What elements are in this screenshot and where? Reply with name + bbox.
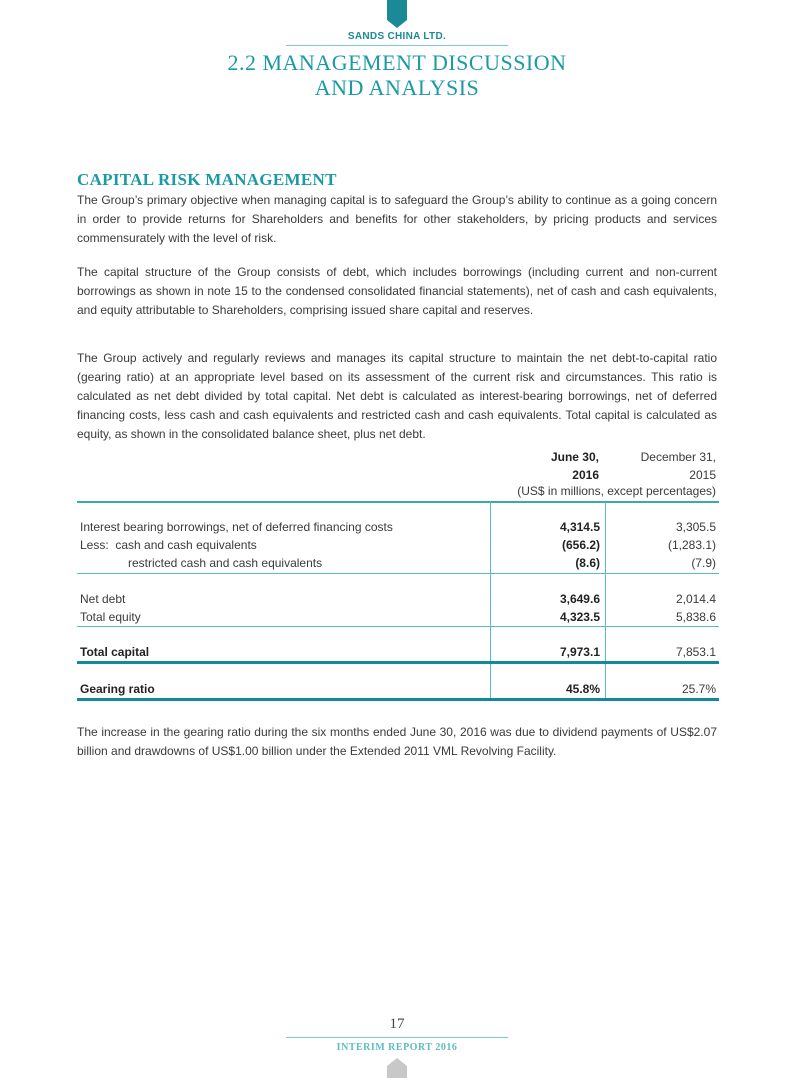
table-rule-thick [77,661,719,664]
table-rule [77,626,719,627]
table-row [77,554,717,572]
value-2016: 3,649.6 [559,592,600,606]
row-label: Gearing ratio [80,682,155,696]
table-row [77,518,717,536]
value-2016: 45.8% [565,682,600,696]
value-2015: 3,305.5 [675,520,716,534]
bookmark-tab-icon [387,0,407,28]
table-top-rule [77,501,719,503]
column-header-2015-line1: December 31, [640,450,716,464]
footer-divider [286,1037,508,1038]
bookmark-tab-bottom-icon [387,1058,407,1078]
row-label: Less: cash and cash equivalents [80,538,257,552]
row-label: Total capital [80,645,150,659]
column-header-2016-line1: June 30, [550,450,599,464]
column-header-2015 [610,448,716,484]
value-2015: 7,853.1 [675,645,716,659]
report-name: INTERIM REPORT 2016 [336,1042,458,1053]
table-row [77,590,717,608]
row-label: Total equity [80,610,141,624]
value-2015: 2,014.4 [675,592,716,606]
column-header-2015-line2: 2015 [689,468,716,482]
row-label: Interest bearing borrowings, net of deferred financing costs [80,520,393,534]
value-2016: (8.6) [575,556,600,570]
page-number: 17 [389,1016,405,1032]
row-label: Net debt [80,592,126,606]
value-2016: 4,323.5 [559,610,600,624]
value-2015: 5,838.6 [675,610,716,624]
value-2015: 25.7% [681,682,716,696]
paragraph-gearing-ratio: The Group actively and regularly reviews and manages its capital structure to maintain the net debt-to-capital ratio (gearing ratio) at an appropriate level based on its assessment of the current risk and circumstances. This ratio is calculated as net debt divided by total capital. Net debt is calculated as interest-bearing borrowings, net of deferred financing costs, less cash and cash equivalents and restricted cash and cash equivalents. Total capital is calculated as equity, as shown in the consolidated balance sheet, plus net debt. [77,351,717,441]
section-title [0,50,794,100]
table-bottom-rule [77,698,719,701]
company-name: SANDS CHINA LTD. [347,31,447,42]
table-row [77,608,717,626]
column-header-2016 [500,448,599,484]
paragraph-objective: The Group’s primary objective when managing capital is to safeguard the Group’s ability to continue as a going concern in order to provide returns for Shareholders and benefits for other stakeholders, by pricing products and services commensurately with the level of risk. [77,193,717,245]
table-row [77,536,717,554]
units-note: (US$ in millions, except percentages) [517,484,716,498]
section-heading: CAPITAL RISK MANAGEMENT [77,170,337,189]
value-2016: (656.2) [561,538,600,552]
paragraph-gearing-increase: The increase in the gearing ratio during the six months ended June 30, 2016 was due to dividend payments of US$2.07 billion and drawdowns of US$1.00 billion under the Extended 2011 VML Revolving Facility. [77,725,717,758]
header-divider [286,45,508,46]
value-2016: 7,973.1 [559,645,600,659]
table-row-total-capital [77,643,717,661]
paragraph-capital-structure: The capital structure of the Group consists of debt, which includes borrowings (including current and non-current borrowings as shown in note 15 to the condensed consolidated financial statements), net of cash and cash equivalents, and equity attributable to Shareholders, comprising issued share capital and reserves. [77,265,717,317]
value-2016: 4,314.5 [559,520,600,534]
section-title-line2: AND ANALYSIS [314,75,480,100]
section-title-line1: 2.2 MANAGEMENT DISCUSSION [227,50,567,75]
table-row-gearing-ratio [77,680,717,698]
column-header-2016-line2: 2016 [572,468,599,482]
table-rule [77,573,719,574]
value-2015: (1,283.1) [667,538,716,552]
row-label: restricted cash and cash equivalents [128,556,323,570]
value-2015: (7.9) [691,556,716,570]
